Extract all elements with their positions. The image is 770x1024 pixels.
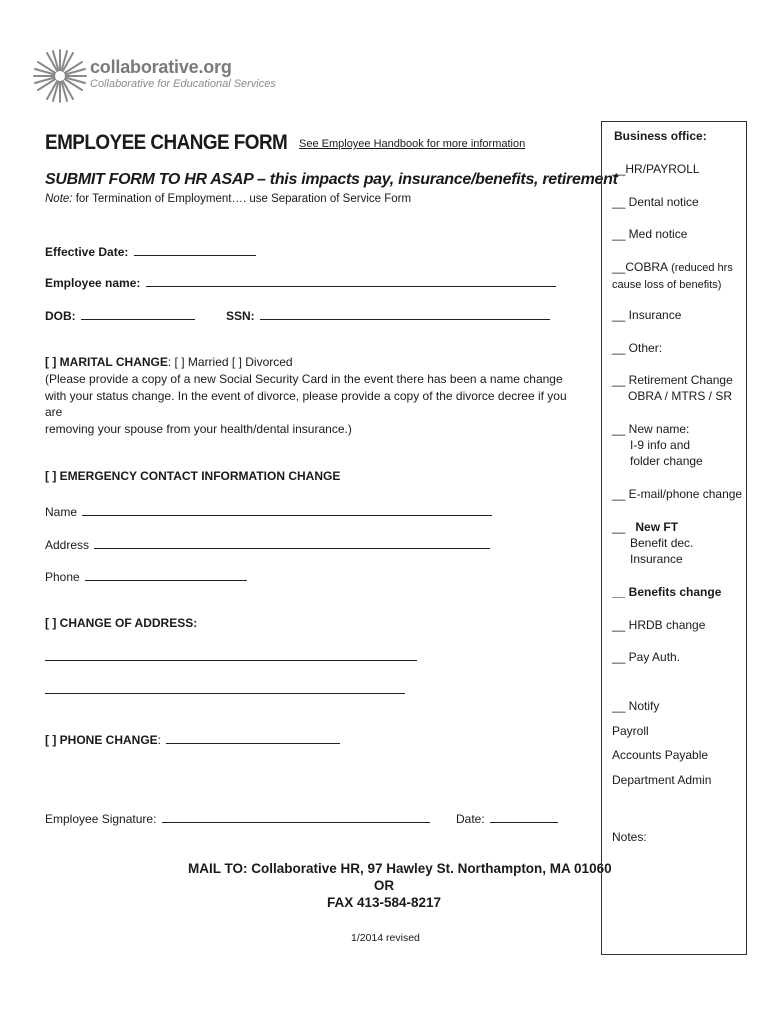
- date-field[interactable]: [490, 809, 558, 823]
- marital-line: removing your spouse from your health/dental insurance.): [45, 421, 352, 436]
- mail-to-address: MAIL TO: Collaborative HR, 97 Hawley St. Northampton, MA 01060: [188, 861, 612, 876]
- insurance-item[interactable]: __ Insurance: [612, 308, 682, 322]
- new-ft-item[interactable]: [612, 519, 693, 567]
- effective-date-label: Effective Date:: [45, 245, 129, 259]
- new-ft-label: New FT: [635, 520, 679, 534]
- emergency-address-label: Address: [45, 538, 90, 552]
- marital-options[interactable]: : [ ] Married [ ] Divorced: [167, 355, 293, 369]
- new-ft-benefit: Benefit dec.: [630, 536, 694, 550]
- cobra-note-2: cause loss of benefits): [612, 279, 722, 291]
- emergency-name-field[interactable]: [82, 502, 492, 516]
- effective-date-field[interactable]: [134, 242, 256, 256]
- fax-number: FAX 413-584-8217: [326, 895, 442, 910]
- signature-row: [45, 809, 430, 826]
- emergency-phone-row: [45, 567, 247, 584]
- retirement-label: __ Retirement Change: [612, 373, 733, 387]
- ssn-row: [226, 306, 550, 323]
- pay-auth-item[interactable]: __ Pay Auth.: [612, 650, 681, 664]
- marital-line: (Please provide a copy of a new Social Security Card in the event there has been a name change: [45, 372, 563, 386]
- or-text: OR: [373, 878, 395, 893]
- notes-label: Notes:: [612, 830, 647, 844]
- effective-date-row: [45, 242, 256, 259]
- phone-change-field[interactable]: [166, 730, 340, 744]
- signature-label: Employee Signature:: [45, 812, 157, 826]
- termination-note: [45, 193, 411, 205]
- emergency-name-label: Name: [45, 505, 78, 519]
- email-phone-change-item[interactable]: __ E-mail/phone change: [612, 487, 743, 501]
- emergency-address-row: [45, 535, 490, 552]
- cobra-item[interactable]: [612, 259, 733, 293]
- emergency-contact-checkbox[interactable]: [ ] EMERGENCY CONTACT INFORMATION CHANGE: [45, 469, 341, 483]
- ssn-label: SSN:: [226, 309, 255, 323]
- note-label: Note:: [45, 193, 73, 205]
- business-office-box: [601, 121, 747, 955]
- starburst-logo-icon: [30, 46, 90, 106]
- revision-date: 1/2014 revised: [351, 932, 420, 944]
- emergency-phone-label: Phone: [45, 570, 80, 584]
- employee-name-row: [45, 273, 556, 290]
- employee-name-field[interactable]: [146, 273, 556, 287]
- signature-field[interactable]: [162, 809, 430, 823]
- dob-field[interactable]: [81, 306, 195, 320]
- phone-change-row: [45, 730, 340, 747]
- benefits-change-item[interactable]: __ Benefits change: [612, 585, 722, 599]
- form-title: EMPLOYEE CHANGE FORM: [45, 131, 288, 154]
- submit-notice: SUBMIT FORM TO HR ASAP – this impacts pay, insurance/benefits, retirement: [45, 171, 618, 188]
- new-name-detail: I-9 info and: [630, 438, 691, 452]
- notify-accounts-payable: Accounts Payable: [612, 748, 709, 762]
- handbook-note: See Employee Handbook for more information: [299, 138, 526, 150]
- marital-instructions: [45, 371, 585, 437]
- org-name: collaborative.org: [90, 57, 232, 77]
- emergency-name-row: [45, 502, 492, 519]
- cobra-label: __COBRA: [612, 260, 669, 274]
- other-item[interactable]: __ Other:: [612, 341, 663, 355]
- new-ft-insurance: Insurance: [630, 552, 683, 566]
- note-text: for Termination of Employment…. use Separation of Service Form: [75, 193, 412, 205]
- change-of-address-checkbox[interactable]: [ ] CHANGE OF ADDRESS:: [45, 616, 198, 630]
- new-address-line-1[interactable]: [45, 660, 417, 661]
- phone-change-checkbox[interactable]: [ ] PHONE CHANGE: [45, 733, 158, 747]
- emergency-phone-field[interactable]: [85, 567, 247, 581]
- dob-label: DOB:: [45, 309, 76, 323]
- ssn-field[interactable]: [260, 306, 550, 320]
- hr-payroll-item[interactable]: __HR/PAYROLL: [612, 162, 700, 176]
- notify-department-admin: Department Admin: [612, 773, 712, 787]
- retirement-types: OBRA / MTRS / SR: [628, 389, 733, 403]
- new-name-label: __ New name:: [612, 422, 690, 436]
- retirement-change-item[interactable]: [612, 372, 733, 404]
- marital-change-checkbox[interactable]: [ ] MARITAL CHANGE: [45, 355, 168, 369]
- med-notice-item[interactable]: __ Med notice: [612, 227, 688, 241]
- employee-name-label: Employee name:: [45, 276, 141, 290]
- new-ft-blank: __: [612, 520, 626, 534]
- phone-change-colon: :: [157, 733, 162, 747]
- date-row: [456, 809, 558, 826]
- marital-change-row: [45, 355, 293, 369]
- hrdb-change-item[interactable]: __ HRDB change: [612, 618, 706, 632]
- org-tagline: Collaborative for Educational Services: [90, 78, 276, 90]
- new-address-line-2[interactable]: [45, 693, 405, 694]
- business-office-title: Business office:: [614, 129, 707, 143]
- emergency-address-field[interactable]: [94, 535, 490, 549]
- dental-notice-item[interactable]: __ Dental notice: [612, 195, 699, 209]
- marital-line: with your status change. In the event of divorce, please provide a copy of the divorce decree if you are: [45, 388, 567, 419]
- date-label: Date:: [456, 812, 485, 826]
- new-name-detail-2: folder change: [630, 454, 703, 468]
- new-name-item[interactable]: [612, 421, 703, 469]
- notify-payroll: Payroll: [612, 724, 649, 738]
- dob-row: [45, 306, 195, 323]
- notify-item[interactable]: __ Notify: [612, 699, 660, 713]
- cobra-note: (reduced hrs: [668, 262, 733, 274]
